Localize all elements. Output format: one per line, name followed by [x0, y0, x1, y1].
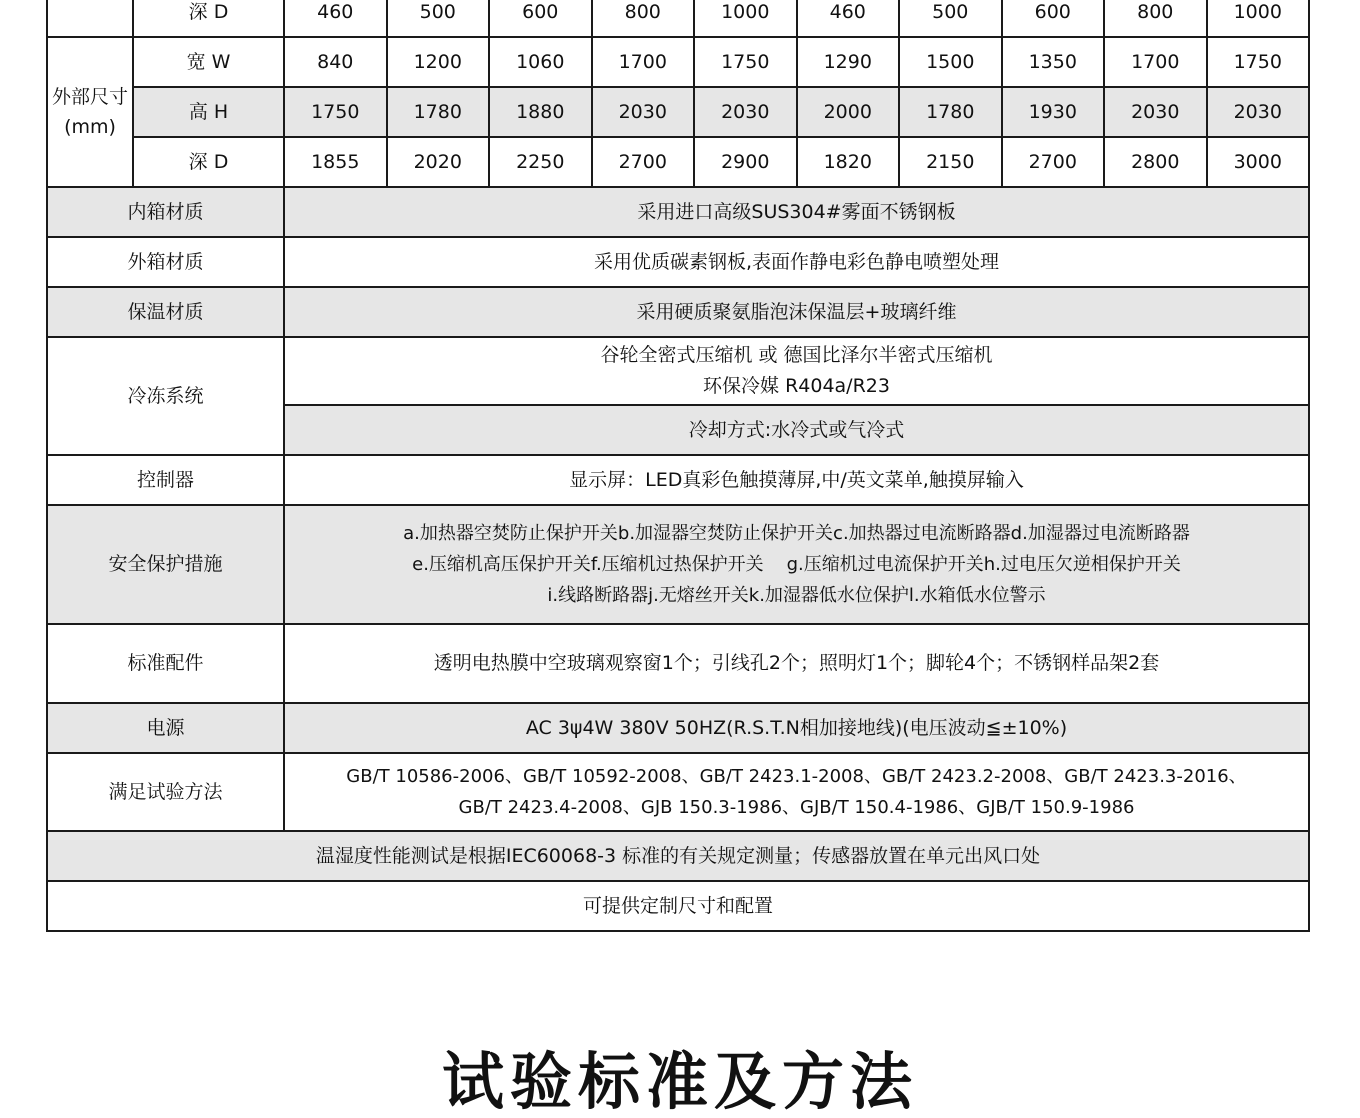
controller-row [47, 455, 1309, 505]
outer-height-row [47, 87, 1309, 137]
note-custom: 可提供定制尺寸和配置 [47, 881, 1309, 931]
row-value: 采用进口高级SUS304#雾面不锈钢板 [284, 187, 1309, 237]
table-cell: 500 [899, 0, 1002, 37]
table-cell: 2800 [1104, 137, 1207, 187]
table-cell: 1750 [1207, 37, 1310, 87]
table-cell: 2030 [1104, 87, 1207, 137]
power-row [47, 703, 1309, 753]
table-cell: 840 [284, 37, 387, 87]
table-cell: 600 [489, 0, 592, 37]
table-cell: 2030 [592, 87, 695, 137]
compressor-text: 谷轮全密式压缩机 或 德国比泽尔半密式压缩机 [600, 344, 993, 366]
safety-line: i.线路断路器j.无熔丝开关k.加湿器低水位保护l.水箱低水位警示 [547, 585, 1046, 606]
table-cell: 1700 [592, 37, 695, 87]
table-cell: 2020 [387, 137, 490, 187]
table-cell: 1780 [387, 87, 490, 137]
row-value: 采用硬质聚氨脂泡沫保温层+玻璃纤维 [284, 287, 1309, 337]
row-label: 外箱材质 [47, 237, 284, 287]
outer-material-row [47, 237, 1309, 287]
cooling-method: 冷却方式:水冷式或气冷式 [284, 405, 1309, 455]
row-value: 透明电热膜中空玻璃观察窗1个；引线孔2个；照明灯1个；脚轮4个；不锈钢样品架2套 [284, 624, 1309, 703]
spec-table [46, 0, 1310, 932]
table-cell: 500 [387, 0, 490, 37]
test-methods-list [284, 753, 1309, 831]
table-cell: 2030 [694, 87, 797, 137]
table-cell: 1780 [899, 87, 1002, 137]
outer-group-label: 外部尺寸(mm) [47, 37, 133, 187]
row-label: 内箱材质 [47, 187, 284, 237]
table-cell: 2150 [899, 137, 1002, 187]
dim-label: 宽 W [133, 37, 284, 87]
table-cell: 1000 [1207, 0, 1310, 37]
row-label: 保温材质 [47, 287, 284, 337]
test-method-line: GB/T 10586-2006、GB/T 10592-2008、GB/T 2423.1-2008、GB/T 2423.2-2008、GB/T 2423.3-2016、 [346, 766, 1247, 787]
row-label: 安全保护措施 [47, 505, 284, 624]
dim-label: 深 D [133, 137, 284, 187]
table-cell: 2250 [489, 137, 592, 187]
table-cell: 1750 [694, 37, 797, 87]
table-cell: 1500 [899, 37, 1002, 87]
inner-group-cell [47, 0, 133, 37]
table-cell: 2900 [694, 137, 797, 187]
test-method-line: GB/T 2423.4-2008、GJB 150.3-1986、GJB/T 150.4-1986、GJB/T 150.9-1986 [458, 797, 1135, 818]
inner-material-row [47, 187, 1309, 237]
table-cell: 800 [592, 0, 695, 37]
refrigeration-row [47, 337, 1309, 405]
table-cell: 1700 [1104, 37, 1207, 87]
table-cell: 2700 [1002, 137, 1105, 187]
table-cell: 1290 [797, 37, 900, 87]
row-label: 控制器 [47, 455, 284, 505]
table-cell: 1880 [489, 87, 592, 137]
dim-label: 深 D [133, 0, 284, 37]
table-cell: 1750 [284, 87, 387, 137]
outer-width-row [47, 37, 1309, 87]
table-cell: 1820 [797, 137, 900, 187]
row-label: 冷冻系统 [47, 337, 284, 455]
table-cell: 2030 [1207, 87, 1310, 137]
row-label: 满足试验方法 [47, 753, 284, 831]
table-cell: 3000 [1207, 137, 1310, 187]
section-title: 试验标准及方法 [441, 1045, 918, 1118]
safety-row [47, 505, 1309, 624]
outer-depth-row [47, 137, 1309, 187]
note-custom-row [47, 881, 1309, 931]
table-cell: 2700 [592, 137, 695, 187]
row-value: 采用优质碳素钢板,表面作静电彩色静电喷塑处理 [284, 237, 1309, 287]
dim-label: 高 H [133, 87, 284, 137]
note-test-row [47, 831, 1309, 881]
test-methods-row [47, 753, 1309, 831]
table-cell: 1200 [387, 37, 490, 87]
table-cell: 2000 [797, 87, 900, 137]
row-label: 标准配件 [47, 624, 284, 703]
refrigerant-text: 环保冷媒 R404a/R23 [703, 375, 890, 397]
table-cell: 800 [1104, 0, 1207, 37]
table-cell: 1060 [489, 37, 592, 87]
inner-depth-row [47, 0, 1309, 37]
table-cell: 1000 [694, 0, 797, 37]
safety-line: a.加热器空焚防止保护开关b.加湿器空焚防止保护开关c.加热器过电流断路器d.加湿器过电流断路器 [403, 523, 1190, 544]
note-test: 温湿度性能测试是根据IEC60068-3 标准的有关规定测量；传感器放置在单元出风口处 [47, 831, 1309, 881]
refrigeration-compressor [284, 337, 1309, 405]
table-cell: 460 [284, 0, 387, 37]
table-cell: 460 [797, 0, 900, 37]
table-cell: 600 [1002, 0, 1105, 37]
row-value: AC 3ψ4W 380V 50HZ(R.S.T.N相加接地线)(电压波动≦±10%) [284, 703, 1309, 753]
table-cell: 1350 [1002, 37, 1105, 87]
row-value: 显示屏：LED真彩色触摸薄屏,中/英文菜单,触摸屏输入 [284, 455, 1309, 505]
row-label: 电源 [47, 703, 284, 753]
insulation-row [47, 287, 1309, 337]
safety-list [284, 505, 1309, 624]
table-cell: 1930 [1002, 87, 1105, 137]
table-cell: 1855 [284, 137, 387, 187]
safety-line: e.压缩机高压保护开关f.压缩机过热保护开关 g.压缩机过电流保护开关h.过电压欠逆相保护开关 [412, 554, 1181, 575]
accessories-row [47, 624, 1309, 703]
